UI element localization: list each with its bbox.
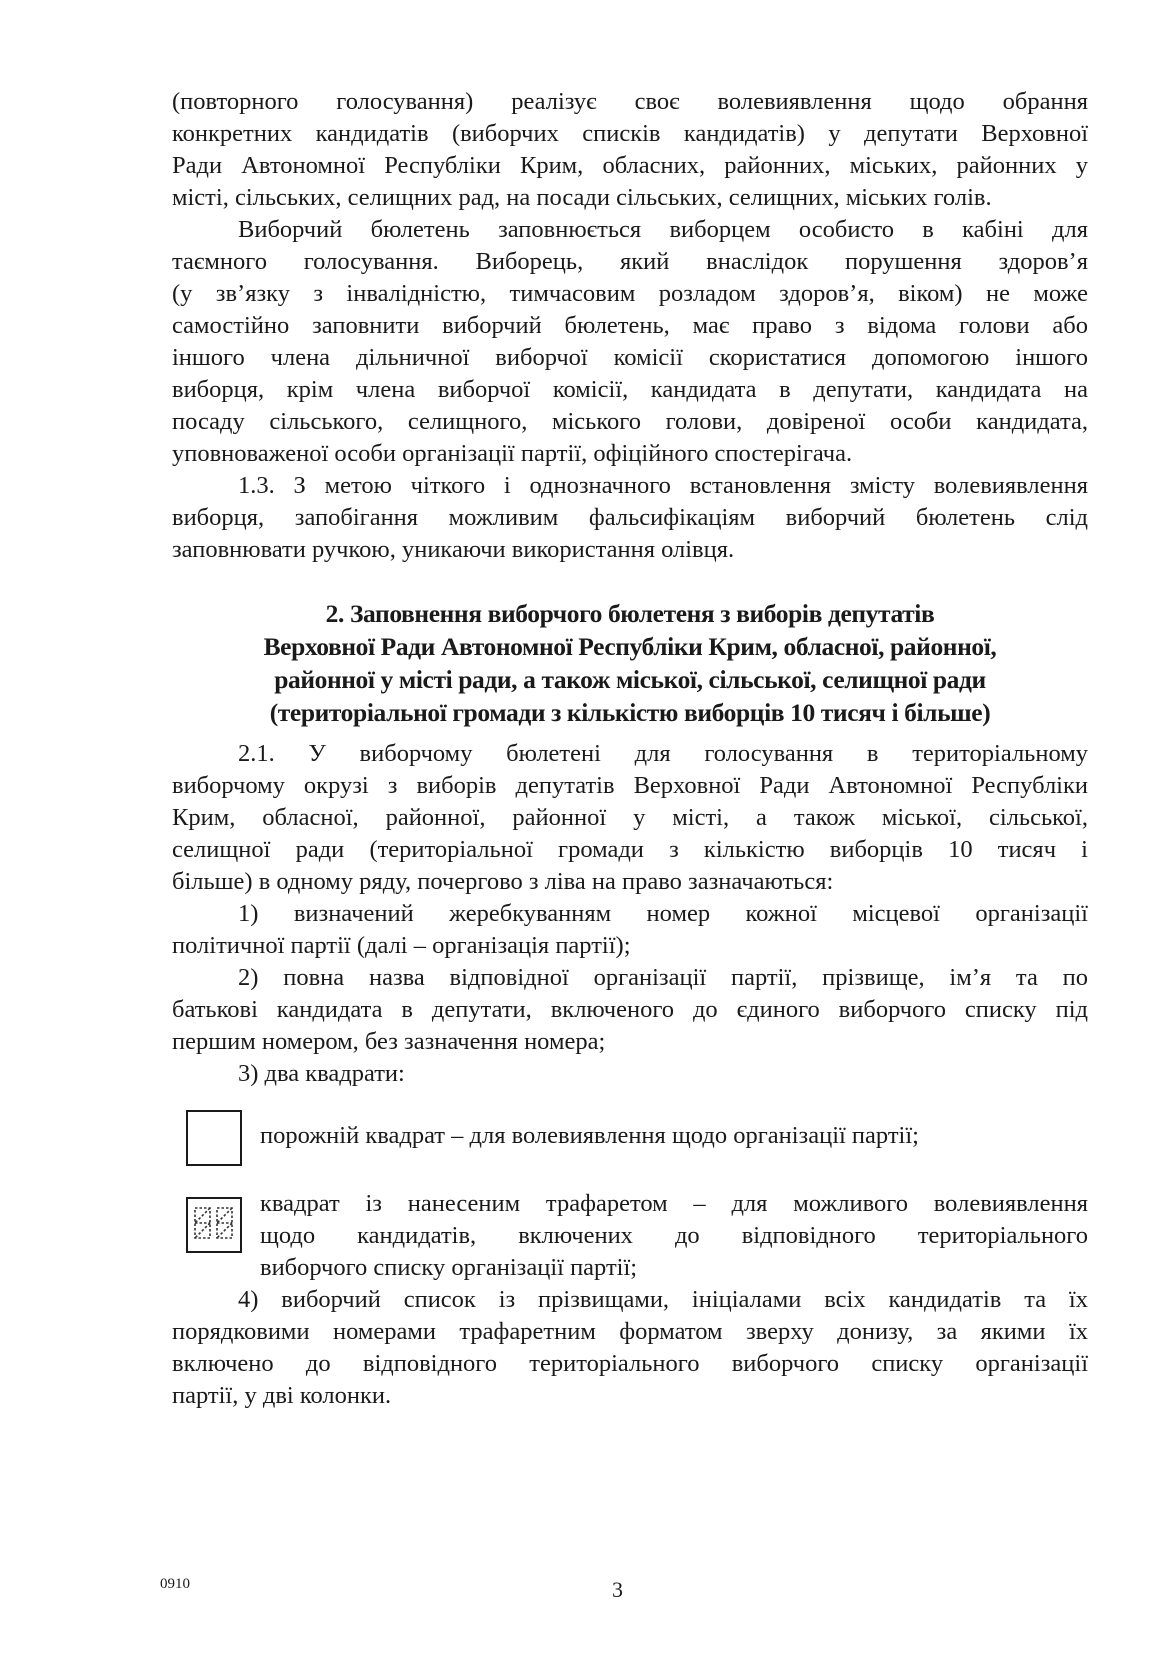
- text-line: більше) в одному ряду, почергово з ліва на право зазначаються:: [172, 868, 834, 895]
- text-line: 4) виборчий список із прізвищами, ініціалами всіх кандидатів та їх: [238, 1286, 1088, 1313]
- text-line: місті, сільських, селищних рад, на посади сільських, селищних, міських голів.: [172, 184, 992, 211]
- text-line: іншого члена дільничної виборчої комісії скористатися допомогою іншого: [172, 344, 1088, 371]
- text-line: виборця, запобігання можливим фальсифікаціям виборчий бюлетень слід: [172, 504, 1088, 531]
- heading-line: Верховної Ради Автономної Республіки Крим, обласної, районної,: [263, 632, 997, 661]
- page-number: 3: [612, 1577, 623, 1602]
- text-line: виборця, крім члена виборчої комісії, кандидата в депутати, кандидата на: [172, 376, 1088, 403]
- text-line: політичної партії (далі – організація партії);: [172, 932, 631, 959]
- text-line: посаду сільського, селищного, міського голови, довіреної особи кандидата,: [172, 408, 1088, 435]
- text-line: 2) повна назва відповідної організації партії, прізвище, ім’я та по: [238, 964, 1088, 991]
- text-line: 1.3. З метою чіткого і однозначного встановлення змісту волевиявлення: [238, 472, 1088, 499]
- list-item-3: 3) два квадрати:: [238, 1060, 405, 1087]
- text-line: 2.1. У виборчому бюлетені для голосування в територіальному: [238, 740, 1088, 767]
- stencil-square-icon: [186, 1197, 242, 1253]
- document-code: 0910: [160, 1576, 190, 1592]
- text-line: таємного голосування. Виборець, який внаслідок порушення здоров’я: [172, 248, 1088, 275]
- text-line: виборчого списку організації партії;: [260, 1254, 638, 1281]
- text-line: щодо кандидатів, включених до відповідного територіального: [260, 1222, 1088, 1249]
- text-line: Ради Автономної Республіки Крим, обласних, районних, міських, районних у: [172, 152, 1088, 179]
- empty-square-text: порожній квадрат – для волевиявлення щодо організації партії;: [260, 1122, 919, 1149]
- text-line: виборчому окрузі з виборів депутатів Верховної Ради Автономної Республіки: [172, 772, 1088, 799]
- text-line: включено до відповідного територіального виборчого списку організації: [172, 1350, 1088, 1377]
- heading-line: районної у місті ради, а також міської, сільської, селищної ради: [274, 665, 986, 694]
- text-line: квадрат із нанесеним трафаретом – для можливого волевиявлення: [260, 1190, 1088, 1217]
- text-line: селищної ради (територіальної громади з кількістю виборців 10 тисяч і: [172, 836, 1088, 863]
- text-line: самостійно заповнити виборчий бюлетень, має право з відома голови або: [172, 312, 1088, 339]
- text-line: Виборчий бюлетень заповнюється виборцем особисто в кабіні для: [238, 216, 1088, 243]
- text-line: уповноваженої особи організації партії, офіційного спостерігача.: [172, 440, 853, 467]
- text-line: конкретних кандидатів (виборчих списків кандидатів) у депутати Верховної: [172, 120, 1088, 147]
- text-line: партії, у дві колонки.: [172, 1382, 392, 1409]
- text-line: батькові кандидата в депутати, включеного до єдиного виборчого списку під: [172, 996, 1088, 1023]
- text-line: (повторного голосування) реалізує своє волевиявлення щодо обрання: [172, 88, 1088, 115]
- text-line: першим номером, без зазначення номера;: [172, 1028, 606, 1055]
- empty-square-icon: [186, 1110, 242, 1166]
- text-line: (у зв’язку з інвалідністю, тимчасовим розладом здоров’я, віком) не може: [172, 280, 1088, 307]
- text-line: Крим, обласної, районної, районної у місті, а також міської, сільської,: [172, 804, 1088, 831]
- text-line: заповнювати ручкою, уникаючи використання олівця.: [172, 536, 735, 563]
- heading-line: 2. Заповнення виборчого бюлетеня з виборів депутатів: [325, 599, 935, 628]
- heading-line: (територіальної громади з кількістю виборців 10 тисяч і більше): [269, 698, 991, 727]
- text-line: порядковими номерами трафаретним форматом зверху донизу, за якими їх: [172, 1318, 1088, 1345]
- stencil-digits-icon: [188, 1199, 240, 1251]
- text-line: 1) визначений жеребкуванням номер кожної місцевої організації: [238, 900, 1088, 927]
